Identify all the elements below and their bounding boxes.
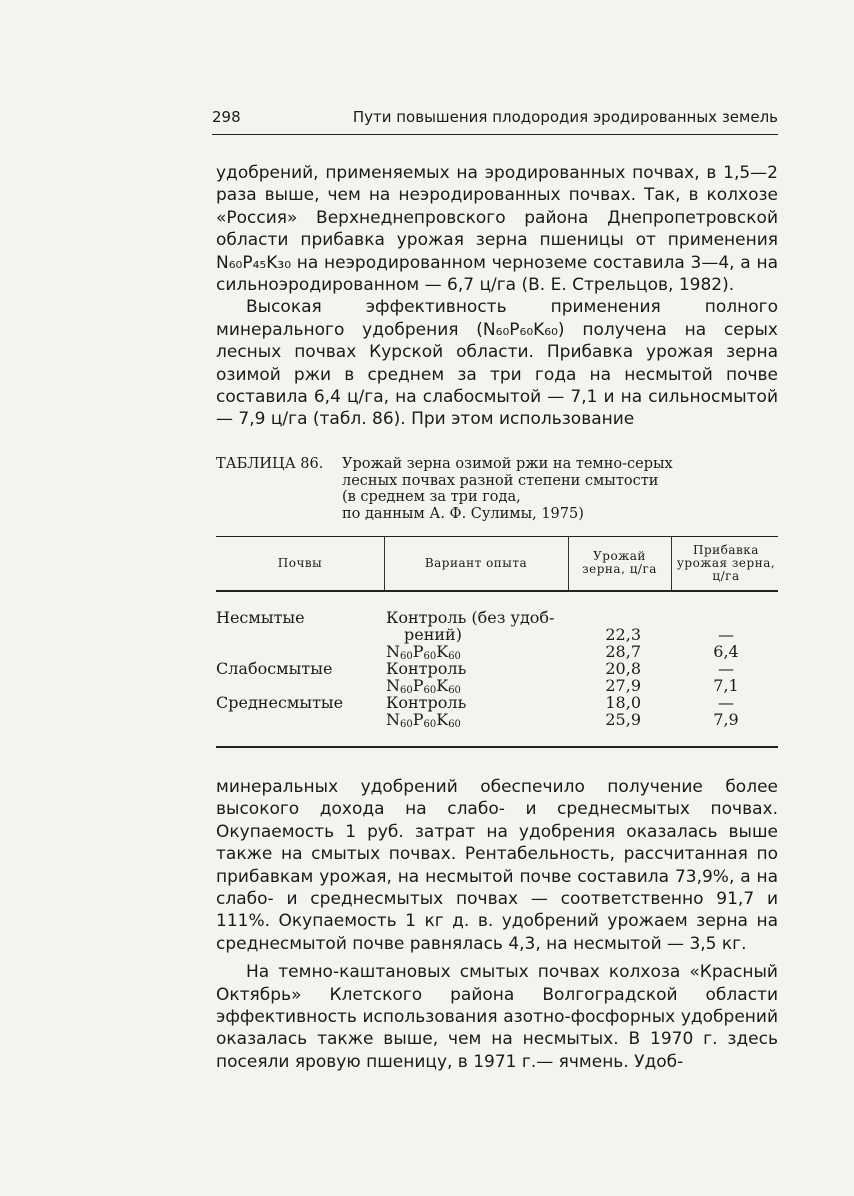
table-header-rule <box>216 590 778 592</box>
text-block-bottom <box>216 776 778 1073</box>
yield-value: 20,8 <box>605 659 641 678</box>
increase-value: — <box>718 693 734 712</box>
yield-value: 28,7 <box>605 642 641 661</box>
running-header <box>212 104 778 132</box>
paragraph: На темно-каштановых смытых почвах колхоза «Красный Октябрь» Клетского района Волгоградской области эффективность использования азотно-фосфорных удобрений оказалась также выше, чем на несмытых. В 1970 г. здесь посеяли яровую пшеницу, в 1971 г.— ячмень. Удоб- <box>216 962 778 1072</box>
header-rule <box>212 134 778 135</box>
header-soil: Почвы <box>277 555 323 570</box>
caption-line: Урожай зерна озимой ржи на темно-серых <box>342 456 673 472</box>
soil-name: Слабосмытые <box>216 659 333 678</box>
increase-value: 6,4 <box>713 642 739 661</box>
variant-fertilizer: $N_{60}P_{60}K_{60}$ <box>386 676 461 696</box>
table-label: ТАБЛИЦА 86. <box>216 456 324 472</box>
variant-fertilizer: $N_{60}P_{60}K_{60}$ <box>386 642 461 662</box>
variant-control: Контроль <box>386 693 467 712</box>
caption-line: лесных почвах разной степени смытости <box>342 472 659 489</box>
variant-control: Контроль (без удоб- <box>386 608 555 627</box>
yield-value: 18,0 <box>605 693 641 712</box>
text-block-top <box>216 162 778 431</box>
increase-value: 7,9 <box>713 710 739 729</box>
paragraph-continuation: минеральных удобрений обеспечило получение более высокого дохода на слабо- и среднесмытых почвах. Окупаемость 1 руб. затрат на удобрения оказалась выше также на смытых почвах. Рентабельность, рассчитанная по прибавкам урожая, на несмытой почве составила 73,9%, а на слабо- и среднесмытых почвах — соответственно 91,7 и 111%. Окупаемость 1 кг д. в. удобрений урожаем зерна на среднесмытой почве равнялась 4,3, на несмытой — 3,5 кг. <box>216 777 778 954</box>
page-number: 298 <box>212 108 241 126</box>
increase-value: 7,1 <box>713 676 739 695</box>
variant-control: Контроль <box>386 659 467 678</box>
yield-value: 25,9 <box>605 710 641 729</box>
header-variant: Вариант опыта <box>424 555 528 570</box>
column-divider <box>568 536 569 590</box>
increase-value: — <box>718 625 734 644</box>
paragraph: Высокая эффективность применения полного минерального удобрения (N₆₀P₆₀K₆₀) получена на серых лесных почвах Курской области. Прибавка урожая зерна озимой ржи в среднем за три года на несмытой почве составила 6,4 ц/га, на слабосмытой — 7,1 и на сильносмытой — 7,9 ц/га (табл. 86). При этом использование <box>216 297 778 430</box>
yield-value: 22,3 <box>605 625 641 644</box>
header-increase: Прибавка урожая зерна, ц/га <box>676 542 776 583</box>
yield-value: 27,9 <box>605 676 641 695</box>
paragraph-continuation: удобрений, применяемых на эродированных почвах, в 1,5—2 раза выше, чем на неэродированных почвах. Так, в колхозе «Россия» Верхнеднепровского района Днепропетровской области прибавка урожая зерна пшеницы от применения N₆₀P₄₅K₃₀ на неэродированном черноземе составила 3—4, а на сильноэродированном — 6,7 ц/га (В. Е. Стрельцов, 1982). <box>216 163 778 296</box>
column-divider <box>671 536 672 590</box>
increase-value: — <box>718 659 734 678</box>
variant-fertilizer: $N_{60}P_{60}K_{60}$ <box>386 710 461 730</box>
running-title: Пути повышения плодородия эродированных земель <box>352 108 778 126</box>
header-yield: Урожай зерна, ц/га <box>582 549 657 576</box>
soil-name: Несмытые <box>216 608 305 627</box>
caption-line: по данным А. Ф. Сулимы, 1975) <box>342 505 584 522</box>
caption-line: (в среднем за три года, <box>342 489 521 505</box>
soil-name: Среднесмытые <box>216 693 344 712</box>
table-bottom-rule <box>216 746 778 748</box>
variant-control-cont: рений) <box>404 625 462 644</box>
